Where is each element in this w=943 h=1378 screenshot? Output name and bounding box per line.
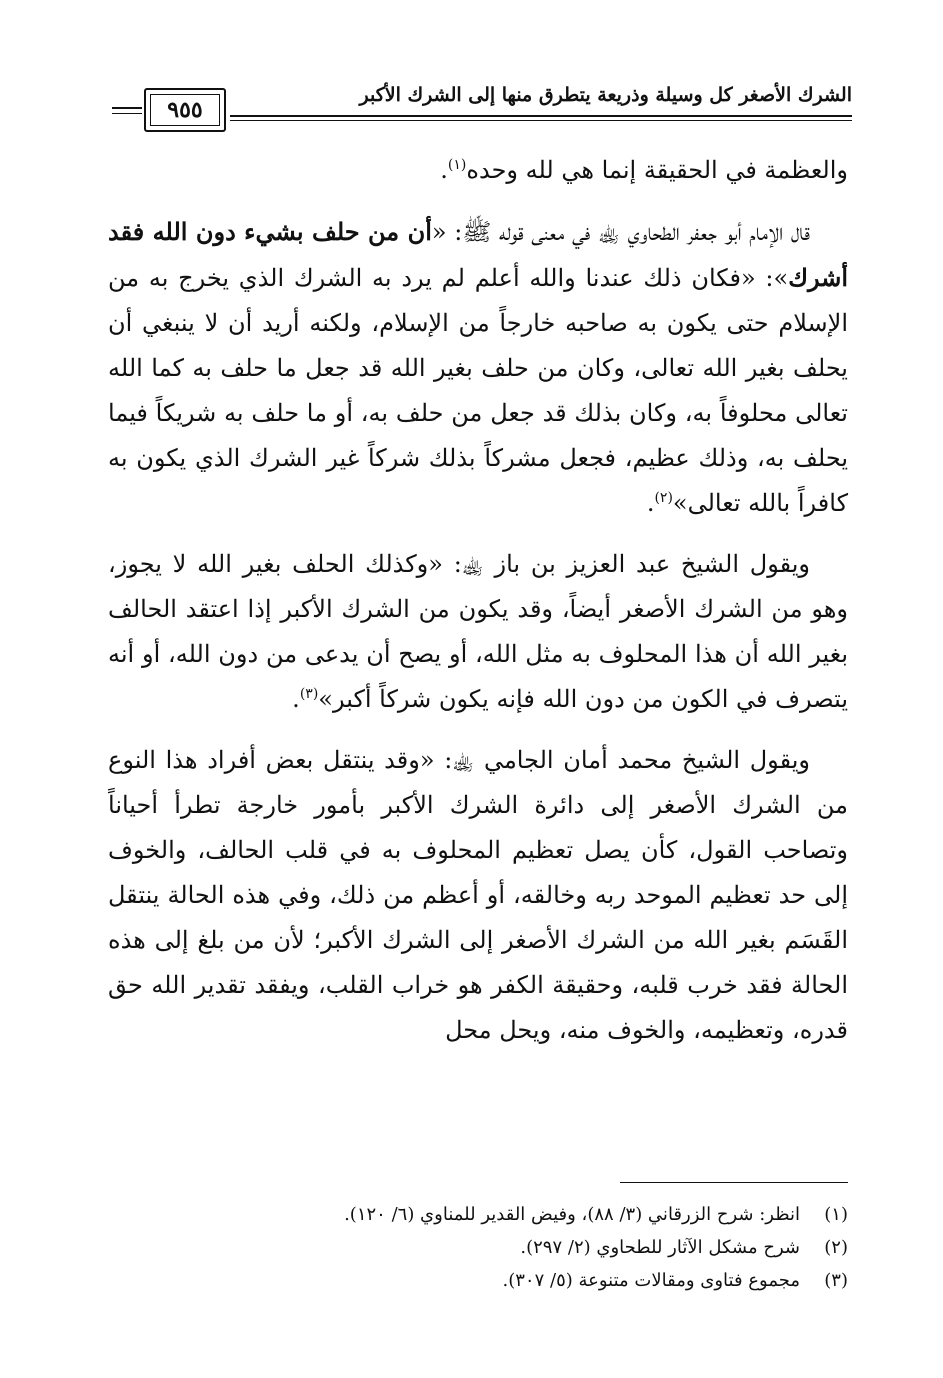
footnote-text: شرح مشكل الآثار للطحاوي (٢/ ٢٩٧).: [520, 1237, 800, 1258]
header-rule-left-thin: [112, 113, 142, 114]
paragraph-3-text: ويقول الشيخ عبد العزيز بن باز ﵀: «وكذلك الحلف بغير الله لا يجوز، وهو من الشرك الأصغر أيضاً، وقد يكون من الشرك الأكبر إذا اعتقد الحالف بغير الله أن هذا المحلوف به مثل الله، أو يصح أن يدعى من دون الله، أو أنه يتصرف في الكون من دون الله فإنه يكون شركاً أكبر»: [108, 550, 848, 713]
paragraph-1-text: والعظمة في الحقيقة إنما هي لله وحده: [466, 156, 848, 184]
header-rule-left: [112, 107, 142, 109]
paragraph-4: [108, 738, 848, 1053]
footnote-3: [108, 1264, 848, 1297]
paragraph-2: [108, 209, 848, 526]
paragraph-2-end: .: [646, 489, 655, 517]
paragraph-2-intro: قال الإمام أبو جعفر الطحاوي ﵀ في معنى قوله ﷺ: «: [431, 218, 810, 246]
header-rule: [230, 115, 852, 117]
footnote-text: انظر: شرح الزرقاني (٣/ ٨٨)، وفيض القدير للمناوي (٦/ ١٢٠).: [344, 1204, 800, 1225]
header-title: الشرك الأصغر كل وسيلة وذريعة يتطرق منها إلى الشرك الأكبر: [359, 84, 852, 106]
footnote-separator: [620, 1182, 848, 1183]
footnotes: [108, 1198, 848, 1297]
footnote-number: (٣): [824, 1270, 848, 1291]
paragraph-3: [108, 542, 848, 722]
paragraph-3-end: .: [292, 685, 300, 713]
footnote-2: [108, 1231, 848, 1264]
paragraph-1: [108, 148, 848, 193]
footnote-number: (١): [824, 1204, 848, 1225]
footnote-text: مجموع فتاوى ومقالات متنوعة (٥/ ٣٠٧).: [502, 1270, 800, 1291]
page-number: ٩٥٥: [150, 94, 220, 126]
header-rule-thin: [230, 120, 852, 121]
running-header: [112, 82, 852, 142]
footnote-ref-1: (١): [447, 157, 467, 173]
paragraph-4-text: ويقول الشيخ محمد أمان الجامي ﵀: «وقد ينتقل بعض أفراد هذا النوع من الشرك الأصغر إلى دائرة الشرك الأكبر بأمور خارجة تطرأ أحياناً وتصاحب القول، كأن يصل تعظيم المحلوف به في قلب الحالف، والخوف إلى حد تعظيم الموحد ربه وخالقه، أو أعظم من ذلك، وفي هذه الحالة ينتقل القَسَم بغير الله من الشرك الأصغر إلى الشرك الأكبر؛ لأن من بلغ إلى هذه الحالة فقد خرب قلبه، وحقيقة الكفر هو خراب القلب، ويفقد تقدير الله حق قدره، وتعظيمه، والخوف منه، ويحل محل: [108, 746, 849, 1044]
paragraph-2-text: »: «فكان ذلك عندنا والله أعلم لم يرد به الشرك الذي يخرج به من الإسلام حتى يكون به صاحبه خارجاً من الإسلام، ولكنه أريد أن لا ينبغي أن يحلف بغير الله تعالى، وكان من حلف بغير الله قد جعل ما حلف به كما الله تعالى محلوفاً به، وكان بذلك قد جعل من حلف به، أو ما حلف به شريكاً فيما يحلف به، وذلك عظيم، فجعل مشركاً بذلك شركاً غير الشرك الذي يكون به كافراً بالله تعالى»: [108, 264, 849, 517]
footnote-ref-2: (٢): [654, 490, 673, 506]
main-text: [108, 148, 848, 1069]
page-number-frame: [144, 88, 226, 132]
footnote-ref-3: (٣): [299, 686, 319, 702]
paragraph-1-end: .: [440, 156, 448, 184]
hadith-quote: أن من حلف بشيء دون الله فقد أشرك: [108, 217, 848, 292]
footnote-number: (٢): [824, 1237, 848, 1258]
footnote-1: [108, 1198, 848, 1231]
